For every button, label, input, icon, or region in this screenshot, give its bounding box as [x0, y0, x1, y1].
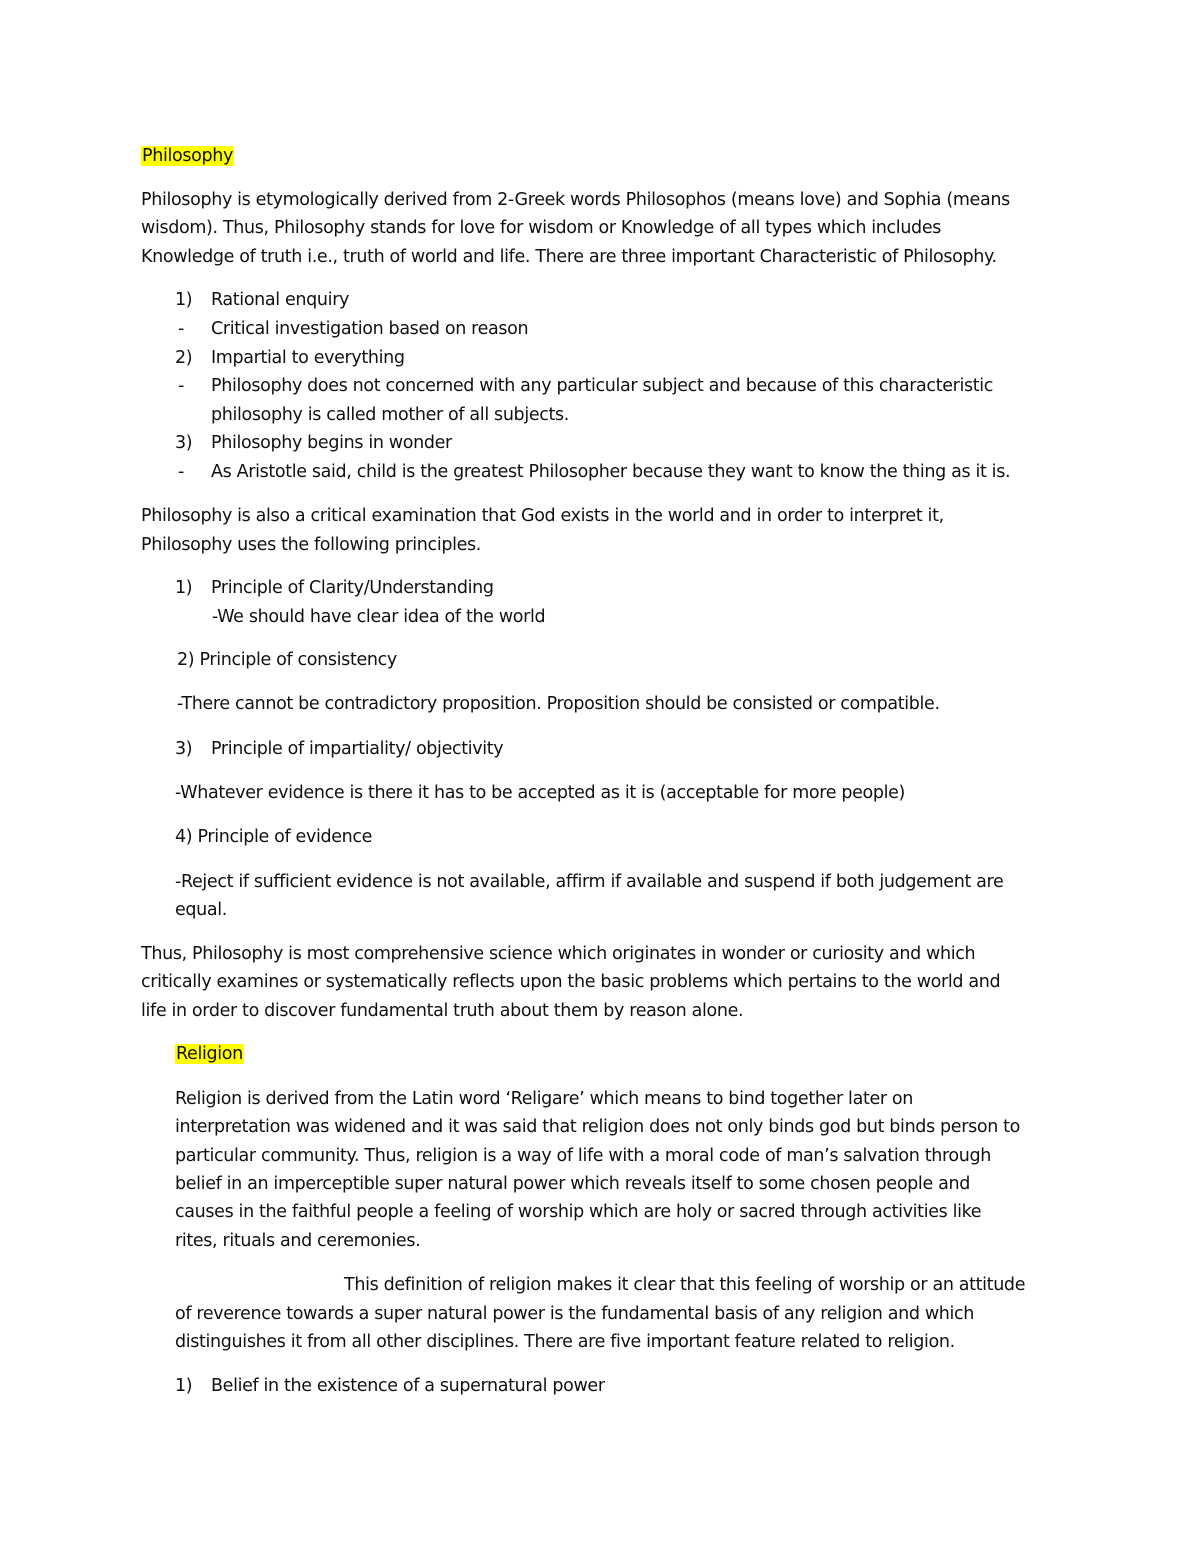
religion-definition-line: Religion is derived from the Latin word ‘Religare’ which means to bind together later on [175, 1089, 914, 1109]
list-item: As Aristotle said, child is the greatest Philosopher because they want to know the thing as it is. [211, 462, 1011, 482]
philosophy-intro-line: wisdom). Thus, Philosophy stands for love for wisdom or Knowledge of all types which includes [141, 218, 941, 238]
principle-title: 4) Principle of evidence [175, 827, 373, 847]
principles-intro-line: Philosophy uses the following principles. [141, 535, 481, 555]
list-item: Impartial to everything [211, 348, 405, 368]
list-item: Critical investigation based on reason [211, 319, 529, 339]
list-marker: 1) [175, 1376, 193, 1396]
religion-heading: Religion [176, 1044, 243, 1064]
list-marker: 3) [175, 739, 193, 759]
list-marker: 1) [175, 578, 193, 598]
religion-explanation-line: This definition of religion makes it clear that this feeling of worship or an attitude [344, 1275, 1026, 1295]
principle-description: -Whatever evidence is there it has to be accepted as it is (acceptable for more people) [175, 783, 906, 803]
list-marker: - [178, 319, 184, 339]
list-item: Rational enquiry [211, 290, 350, 310]
philosophy-intro-line: Knowledge of truth i.e., truth of world and life. There are three important Characteristic of Philosophy. [141, 247, 997, 267]
list-item: Belief in the existence of a supernatural power [211, 1376, 605, 1396]
principle-title: Principle of impartiality/ objectivity [211, 739, 504, 759]
list-item: Philosophy does not concerned with any particular subject and because of this characteristic [211, 376, 994, 396]
principle-description: equal. [175, 900, 228, 920]
philosophy-intro-line: Philosophy is etymologically derived from 2-Greek words Philosophos (means love) and Sophia (means [141, 190, 1010, 210]
principle-description: -We should have clear idea of the world [212, 607, 546, 627]
religion-explanation-line: of reverence towards a super natural power is the fundamental basis of any religion and which [175, 1304, 975, 1324]
conclusion-line: life in order to discover fundamental truth about them by reason alone. [141, 1001, 744, 1021]
religion-definition-line: interpretation was widened and it was said that religion does not only binds god but binds person to [175, 1117, 1021, 1137]
philosophy-heading: Philosophy [142, 146, 233, 166]
principle-title: Principle of Clarity/Understanding [211, 578, 494, 598]
conclusion-line: critically examines or systematically reflects upon the basic problems which pertains to the world and [141, 972, 1001, 992]
list-marker: - [178, 376, 184, 396]
list-marker: 1) [175, 290, 193, 310]
religion-definition-line: belief in an imperceptible super natural power which reveals itself to some chosen people and [175, 1174, 970, 1194]
list-marker: 2) [175, 348, 193, 368]
religion-definition-line: particular community. Thus, religion is a way of life with a moral code of man’s salvation through [175, 1146, 992, 1166]
principle-title: 2) Principle of consistency [177, 650, 397, 670]
conclusion-line: Thus, Philosophy is most comprehensive science which originates in wonder or curiosity and which [141, 944, 976, 964]
list-marker: 3) [175, 433, 193, 453]
list-item: Philosophy begins in wonder [211, 433, 452, 453]
list-item-continuation: philosophy is called mother of all subjects. [211, 405, 570, 425]
religion-definition-line: causes in the faithful people a feeling of worship which are holy or sacred through activities like [175, 1202, 982, 1222]
principle-description: -There cannot be contradictory proposition. Proposition should be consisted or compatible. [177, 694, 940, 714]
principles-intro-line: Philosophy is also a critical examination that God exists in the world and in order to interpret it, [141, 506, 944, 526]
principle-description: -Reject if sufficient evidence is not available, affirm if available and suspend if both judgement are [175, 872, 1004, 892]
list-marker: - [178, 462, 184, 482]
religion-definition-line: rites, rituals and ceremonies. [175, 1231, 421, 1251]
religion-explanation-line: distinguishes it from all other disciplines. There are five important feature related to religion. [175, 1332, 955, 1352]
